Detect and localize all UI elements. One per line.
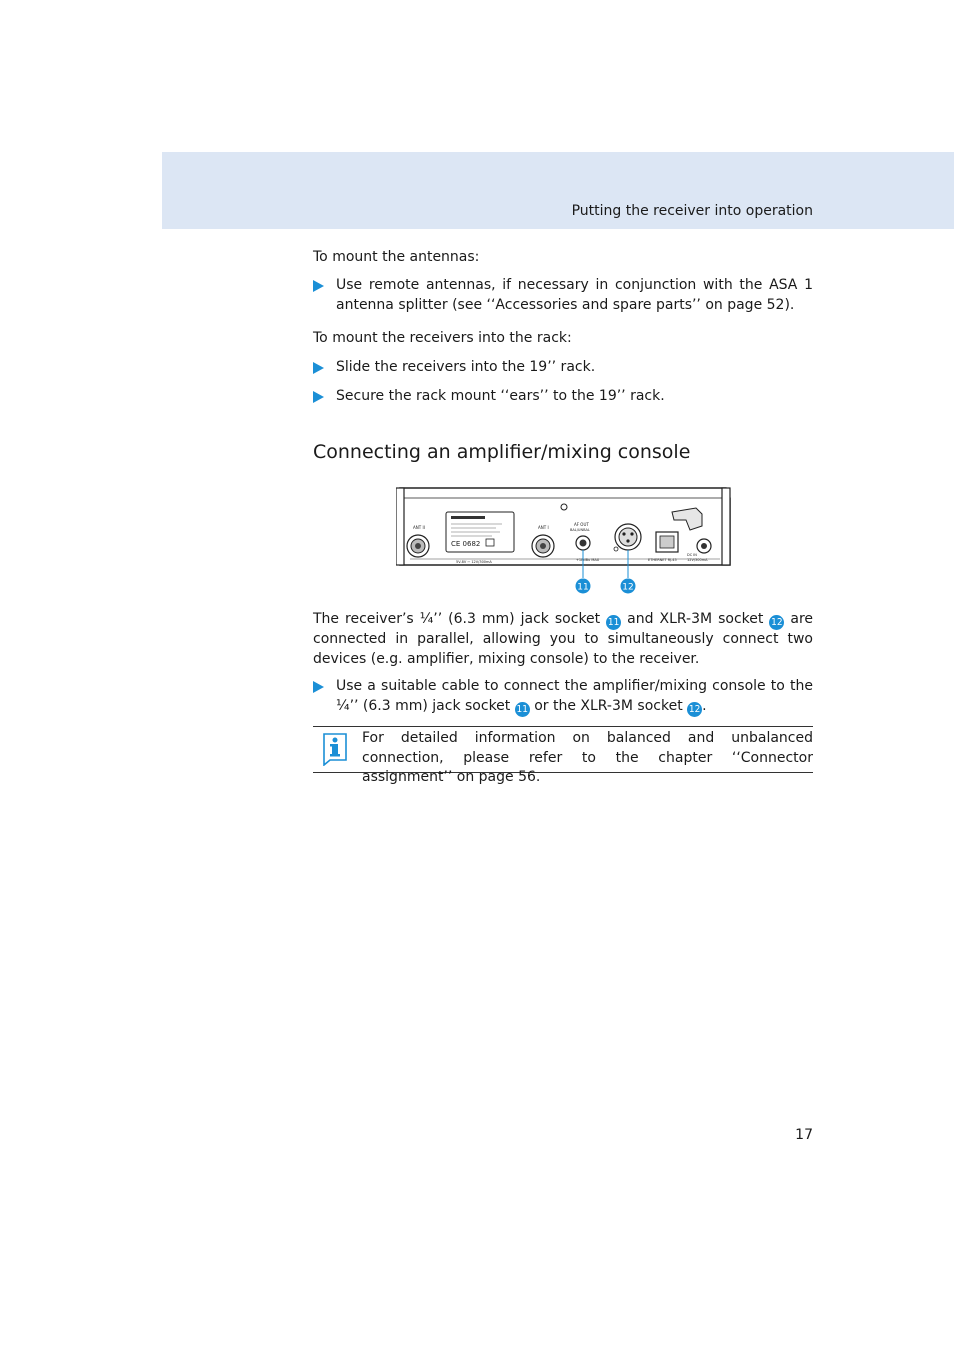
- dc-in-label: DC IN: [687, 553, 697, 557]
- mount-rack-intro: To mount the receivers into the rack:: [313, 330, 572, 346]
- callout-12-badge: 12: [688, 703, 701, 715]
- ethernet-label: ETHERNET RJ-45: [648, 558, 677, 562]
- page-number: 17: [795, 1127, 813, 1143]
- parallel-sockets-paragraph: The receiver’s ¼’’ (6.3 mm) jack socket 11 and XLR-3M socket 12 are connected in parallel, allowing you to simultaneously connect two devices (e.g. amplifier, mixing console) to the receiver.: [313, 611, 813, 667]
- step-remote-antennas: [313, 276, 813, 315]
- step-arrow-icon: [313, 362, 324, 374]
- info-icon: [322, 732, 350, 770]
- af-out-label: AF OUT: [574, 522, 589, 527]
- ant2-label: ANT II: [413, 525, 425, 530]
- callout-11-label: 11: [577, 582, 589, 593]
- bal-unbal-label: BAL/UNBAL: [570, 528, 590, 532]
- receiver-rear-panel-drawing: [396, 486, 736, 598]
- level-label: +18dBu MAX: [576, 558, 600, 562]
- power-rating-label: 5V-8V ⎓ 12V/300mA: [456, 560, 492, 564]
- receiver-rear-panel-figure: [396, 486, 736, 598]
- step-text: Use a suitable cable to connect the amplifier/mixing console to the ¼’’ (6.3 mm) jack socket 11 or the XLR-3M socket 12 .: [336, 678, 813, 715]
- callout-11-badge: 11: [516, 703, 528, 715]
- mount-antennas-intro: To mount the antennas:: [313, 249, 480, 265]
- running-title: Putting the receiver into operation: [571, 203, 813, 219]
- step-slide-receivers: [313, 358, 813, 378]
- callout-12-badge: 12: [771, 617, 783, 628]
- note-text: For detailed information on balanced and unbalanced connection, please refer to the chapter ‘‘Connector assignment’’ on page 56.: [362, 730, 813, 785]
- callout-11-badge: 11: [607, 617, 620, 628]
- section-heading: Connecting an amplifier/mixing console: [313, 441, 691, 463]
- info-note: [313, 726, 813, 785]
- ce-mark: CE 0682: [451, 540, 481, 548]
- step-arrow-icon: [313, 391, 324, 403]
- step-text: Slide the receivers into the 19’’ rack.: [336, 359, 596, 375]
- step-secure-ears: [313, 387, 813, 407]
- step-arrow-icon: [313, 280, 324, 292]
- callout-12-label: 12: [622, 582, 634, 593]
- step-connect-cable: [313, 677, 813, 717]
- step-text: Secure the rack mount ‘‘ears’’ to the 19’’ rack.: [336, 388, 665, 404]
- step-arrow-icon: [313, 681, 324, 693]
- dc-rating-label: 12V/300mA: [687, 558, 708, 562]
- ant1-label: ANT I: [538, 525, 549, 530]
- step-text: Use remote antennas, if necessary in conjunction with the ASA 1 antenna splitter (see ‘‘Accessories and spare parts’’ on page 52).: [336, 277, 813, 313]
- header-band: [162, 152, 954, 229]
